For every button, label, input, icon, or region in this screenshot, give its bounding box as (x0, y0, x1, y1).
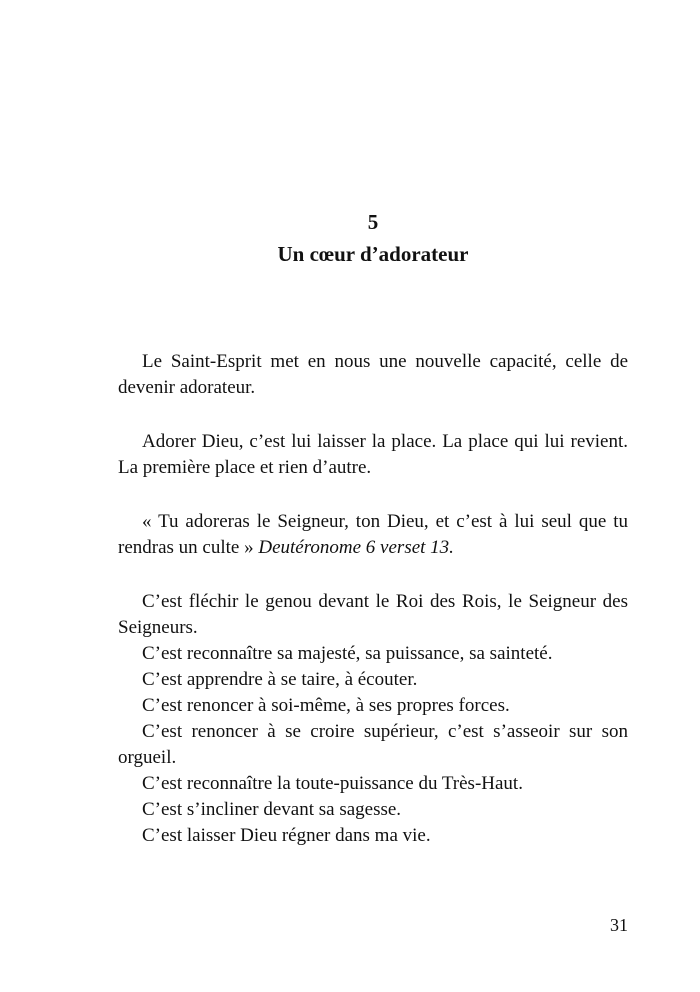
paragraph-3-block (118, 509, 628, 561)
litany-line-3: C’est apprendre à se taire, à écouter. (142, 669, 418, 690)
scripture-reference: Deutéronome 6 verset 13. (258, 537, 454, 558)
paragraph-3 (118, 509, 628, 561)
paragraph-1: Le Saint-Esprit met en nous une nouvelle capacité, celle de devenir adorateur. (118, 351, 628, 398)
litany-line-5: C’est renoncer à se croire supérieur, c’est s’asseoir sur son orgueil. (118, 721, 628, 768)
litany-line-2: C’est reconnaître sa majesté, sa puissance, sa sainteté. (142, 643, 553, 664)
litany-line-7: C’est s’incliner devant sa sagesse. (142, 799, 402, 820)
litany-block (118, 589, 628, 849)
chapter-number: 5 (367, 210, 379, 234)
scripture-quote: « Tu adoreras le Seigneur, ton Dieu, et c’est à lui seul que tu rendras un culte » (118, 511, 628, 558)
paragraph-2: Adorer Dieu, c’est lui laisser la place. La place qui lui revient. La première place et rien d’autre. (118, 431, 628, 478)
paragraph-1-block (118, 349, 628, 401)
page-number: 31 (610, 915, 628, 935)
litany-line-8: C’est laisser Dieu régner dans ma vie. (142, 825, 431, 846)
chapter-title: Un cœur d’adorateur (277, 242, 469, 266)
paragraph-2-block (118, 429, 628, 481)
litany-line-6: C’est reconnaître la toute-puissance du Très-Haut. (142, 773, 523, 794)
litany-line-1: C’est fléchir le genou devant le Roi des Rois, le Seigneur des Seigneurs. (118, 591, 628, 638)
litany-line-4: C’est renoncer à soi-même, à ses propres forces. (142, 695, 510, 716)
